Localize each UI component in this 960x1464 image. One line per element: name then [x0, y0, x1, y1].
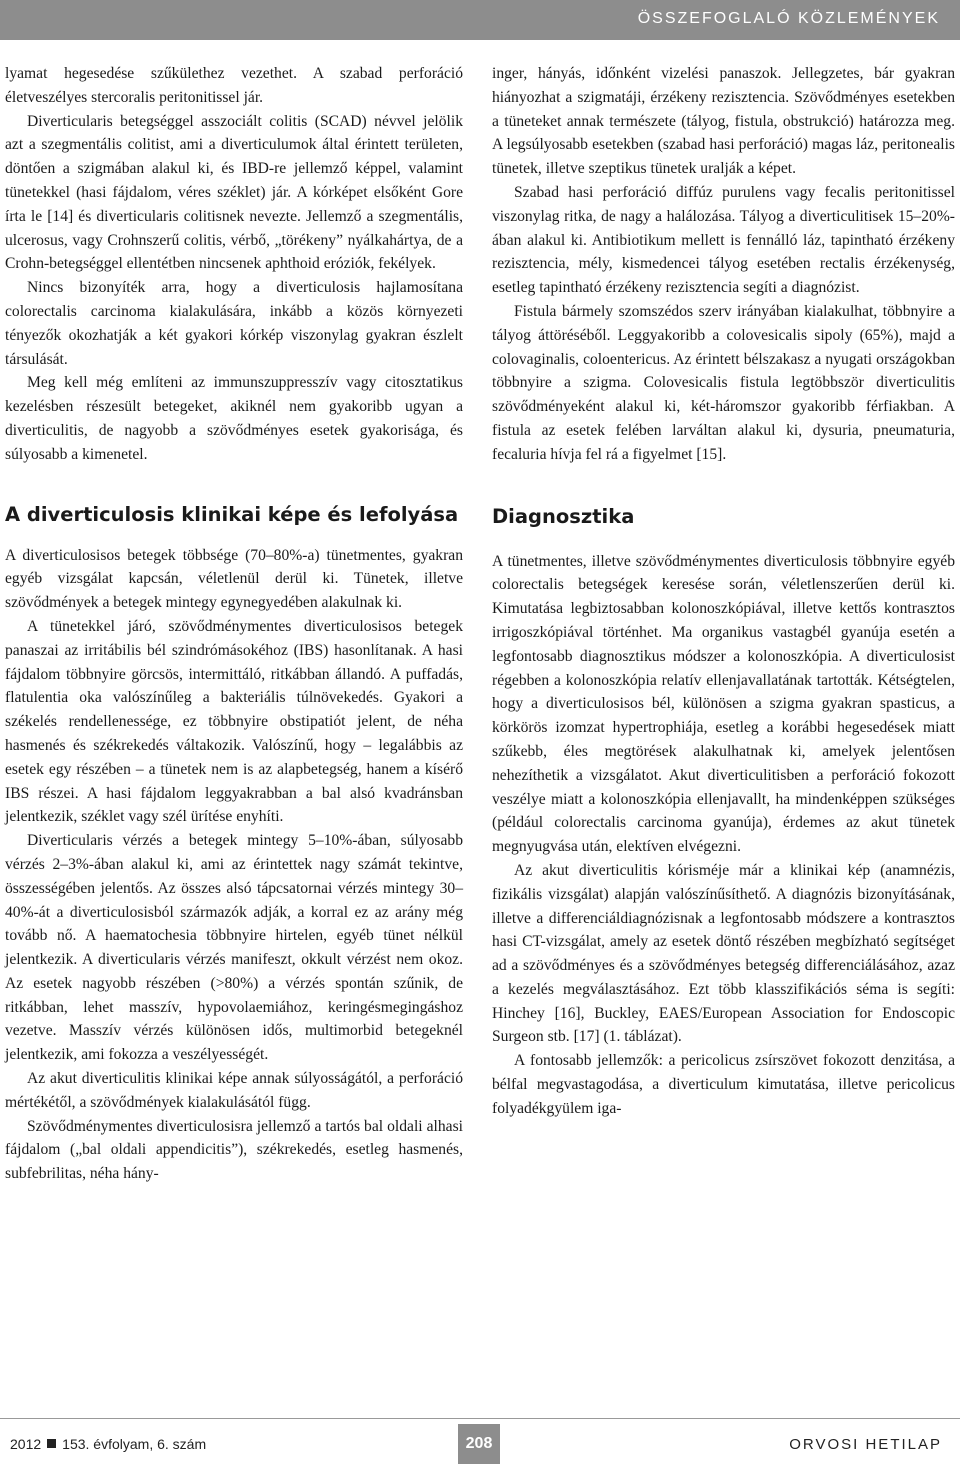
section-heading: Diagnosztika: [492, 504, 635, 528]
paragraph: Az akut diverticulitis klinikai képe annak súlyosságától, a perforáció mértékétől, a szövődmények kialakulásától függ.: [5, 1070, 463, 1111]
paragraph: A tünetmentes, illetve szövődménymentes diverticulosis többnyire egyéb colorectalis betegségek keresése során, véletlenszerűen derül ki. Kimutatása legbiztosabban kolonoszkópiával, illetve kettős kontrasztos irrigoszkópiával történhet. Ma organikus vastagbél gyanúja esetén a legfontosabb diagnosztikus módszer a kolonoszkópia. A diverticulosist régebben a kolonoszkópia relatív ellenjavallatának tartották. Kétségtelen, hogy a diverticulosisos bél, különösen a szigma gyakran spasticus, a körkörös izomzat hypertrophiája, esetleg a korábbi hegesedések miatt szűkebb, éles megtörések alakulhatnak ki, amelyek jelentősen nehezíthetik a vizsgálatot. Akut diverticulitisben a perforáció fokozott veszélye miatt a kolonoszkópia ellenjavallt, ha mindenképpen szükséges (például colorectalis carcinoma gyanúja), érdemes az akut tünetek megnyugvása után, elektíven elvégezni.: [492, 552, 955, 856]
paragraph: Nincs bizonyíték arra, hogy a diverticulosis hajlamosítana colorectalis carcinoma kialakulására, inkább a közös környezeti tényezők okozhatják a két gyakori kórkép viszonylag gyakran észlelt társulását.: [5, 279, 463, 368]
paragraph: Szabad hasi perforáció diffúz purulens vagy fecalis peritonitissel viszonylag ritka, de nagy a halálozása. Tályog a diverticulitisek 15–20%-ában alakul ki. Antibiotikum mellett is fennálló láz, tapintható érzékeny rezisztencia, mély, kismedencei tályog esetében rectalis érzékenység, esetleg tapintható érzékeny rezisztencia segíti a diagnózist.: [492, 183, 955, 297]
paragraph: A tünetekkel járó, szövődménymentes diverticulosisos betegek panaszai az irritábilis bél szindrómásokéhoz (IBS) hasonlítanak. A hasi fájdalom többnyire görcsös, intermittáló, ritkábban állandó. A puffadás, flatulentia oka valószínűleg a bakteriális túlnövekedés. Gyakori a székelés rendellenessége, ez többnyire obstipatiót jelent, de néha hasmenés és székrekedés váltakozik. Valószínű, hogy – legalábbis az esetek egy részében – a tünetek nem is az alapbetegség, hanem a kísérő IBS részei. A hasi fájdalom leggyakrabban a bal alsó kvadránsban jelentkezik, széklet vagy szél ürítése enyhíti.: [5, 617, 463, 826]
section-heading: A diverticulosis klinikai képe és lefolyása: [5, 502, 459, 526]
right-column: [492, 62, 955, 1121]
page-number: 208: [458, 1424, 500, 1464]
footer-divider: [0, 1418, 960, 1419]
paragraph: Diverticularis betegséggel asszociált colitis (SCAD) névvel jelölik azt a szegmentális colitist, ami a diverticulumok által érintett területen, döntően a szigmában alakul ki, és IBD-re jellemző képpel, valamint tünetekkel (hasi fájdalom, véres széklet) jár. A kórképet elsőként Gore írta le [14] és diverticularis colitisnek nevezte. Jellemző a szegmentális, ulcerosus, vagy Crohnszerű colitis, vérbő, „törékeny” nyálkahártya, de a Crohn-betegséggel ellentétben nincsenek aphthoid eróziók, fekélyek.: [5, 112, 463, 273]
paragraph: Fistula bármely szomszédos szerv irányában kialakulhat, többnyire a tályog áttöréséből. Leggyakoribb a colovesicalis sipoly (65%), majd a colovaginalis, coloentericus. Az érintett bélszakasz a nyugati országokban többnyire a szigma. Colovesicalis fistula legtöbbször diverticulitis szövődményeként alakul ki, két-háromszor gyakoribb férfiakban. A fistula az esetek felében larváltan alakul ki, dysuria, pneumaturia, fecaluria hívja fel rá a figyelmet [15].: [492, 302, 955, 463]
paragraph: Az akut diverticulitis kórisméje már a klinikai kép (anamnézis, fizikális vizsgálat) alapján valószínűsíthető. A diagnózis bizonyításának, illetve a differenciáldiagnózisnak a legfontosabb módszere a kontrasztos hasi CT-vizsgálat, amely az esetek döntő részében megbízható segítséget ad a szövődményes és a szövődményes betegség differenciálásához, azaz a kezelés megválasztásához. Ezt több klasszifikációs séma is segíti: Hinchey [16], Buckley, EAES/European Association for Endoscopic Surgeon stb. [17] (1. táblázat).: [492, 861, 955, 1046]
paragraph: Szövődménymentes diverticulosisra jellemző a tartós bal oldali alhasi fájdalom („bal oldali appendicitis”), székrekedés, esetleg hasmenés, subfebrilitas, néha hány-: [5, 1117, 463, 1183]
paragraph: A diverticulosisos betegek többsége (70–80%-a) tünetmentes, gyakran egyéb vizsgálat kapcsán, véletlenül derül ki. Tünetek, illetve szövődmények a betegek mintegy egynegyedében alakulnak ki.: [5, 546, 463, 612]
paragraph: inger, hányás, időnként vizelési panaszok. Jellegzetes, bár gyakran hiányozhat a szigmatáji, érzékeny rezisztencia. Szövődményes esetekben a tüneteket annak természete (tályog, fistula, obstrukció) határozza meg. A legsúlyosabb esetekben (szabad hasi perforáció) magas láz, peritonealis tünetek, illetve szeptikus tünetek uralják a képet.: [492, 65, 955, 178]
journal-name: ORVOSI HETILAP: [789, 1436, 942, 1453]
paragraph: lyamat hegesedése szűkülethez vezethet. A szabad perforáció életveszélyes stercoralis peritonitissel jár.: [5, 65, 463, 106]
square-bullet-icon: [47, 1439, 56, 1448]
section-title: ÖSSZEFOGLALÓ KÖZLEMÉNYEK: [637, 10, 940, 27]
paragraph: Meg kell még említeni az immunszuppresszív vagy citosztatikus kezelésben részesült betegeket, akiknél nem gyakoribb ugyan a diverticulitis, de nagyobb a szövődményes esetek gyakorisága, és súlyosabb a kimenetel.: [5, 374, 463, 463]
header-bar: [0, 0, 960, 40]
footer-volume: 153. évfolyam, 6. szám: [62, 1436, 207, 1452]
footer-year: 2012: [10, 1436, 42, 1452]
left-column: [5, 62, 463, 1186]
footer-issue: [10, 1436, 206, 1452]
paragraph: Diverticularis vérzés a betegek mintegy 5–10%-ában, súlyosabb vérzés 2–3%-ában alakul ki, ami az érintettek nagy számát tekintve, összességében jelentős. Az összes alsó tápcsatornai vérzés mintegy 30–40%-át a diverticulosisból származók adják, a korral ez az arány még tovább nő. A haematochesia többnyire hirtelen, egyéb tünet nélkül jelentkezik. A diverticularis vérzés manifeszt, okkult vérzést nem okoz. Az esetek nagyobb részében (>80%) a vérzés spontán szűnik, de ritkábban, lehet masszív, hypovolaemiához, keringésmegingáshoz vezetve. Masszív vérzés különösen idős, multimorbid betegeknél jelentkezik, ami fokozza a veszélyességét.: [5, 832, 463, 1064]
paragraph: A fontosabb jellemzők: a pericolicus zsírszövet fokozott denzitása, a bélfal megvastagodása, a diverticulum kimutatása, illetve pericolicus folyadékgyülem iga-: [492, 1052, 955, 1117]
